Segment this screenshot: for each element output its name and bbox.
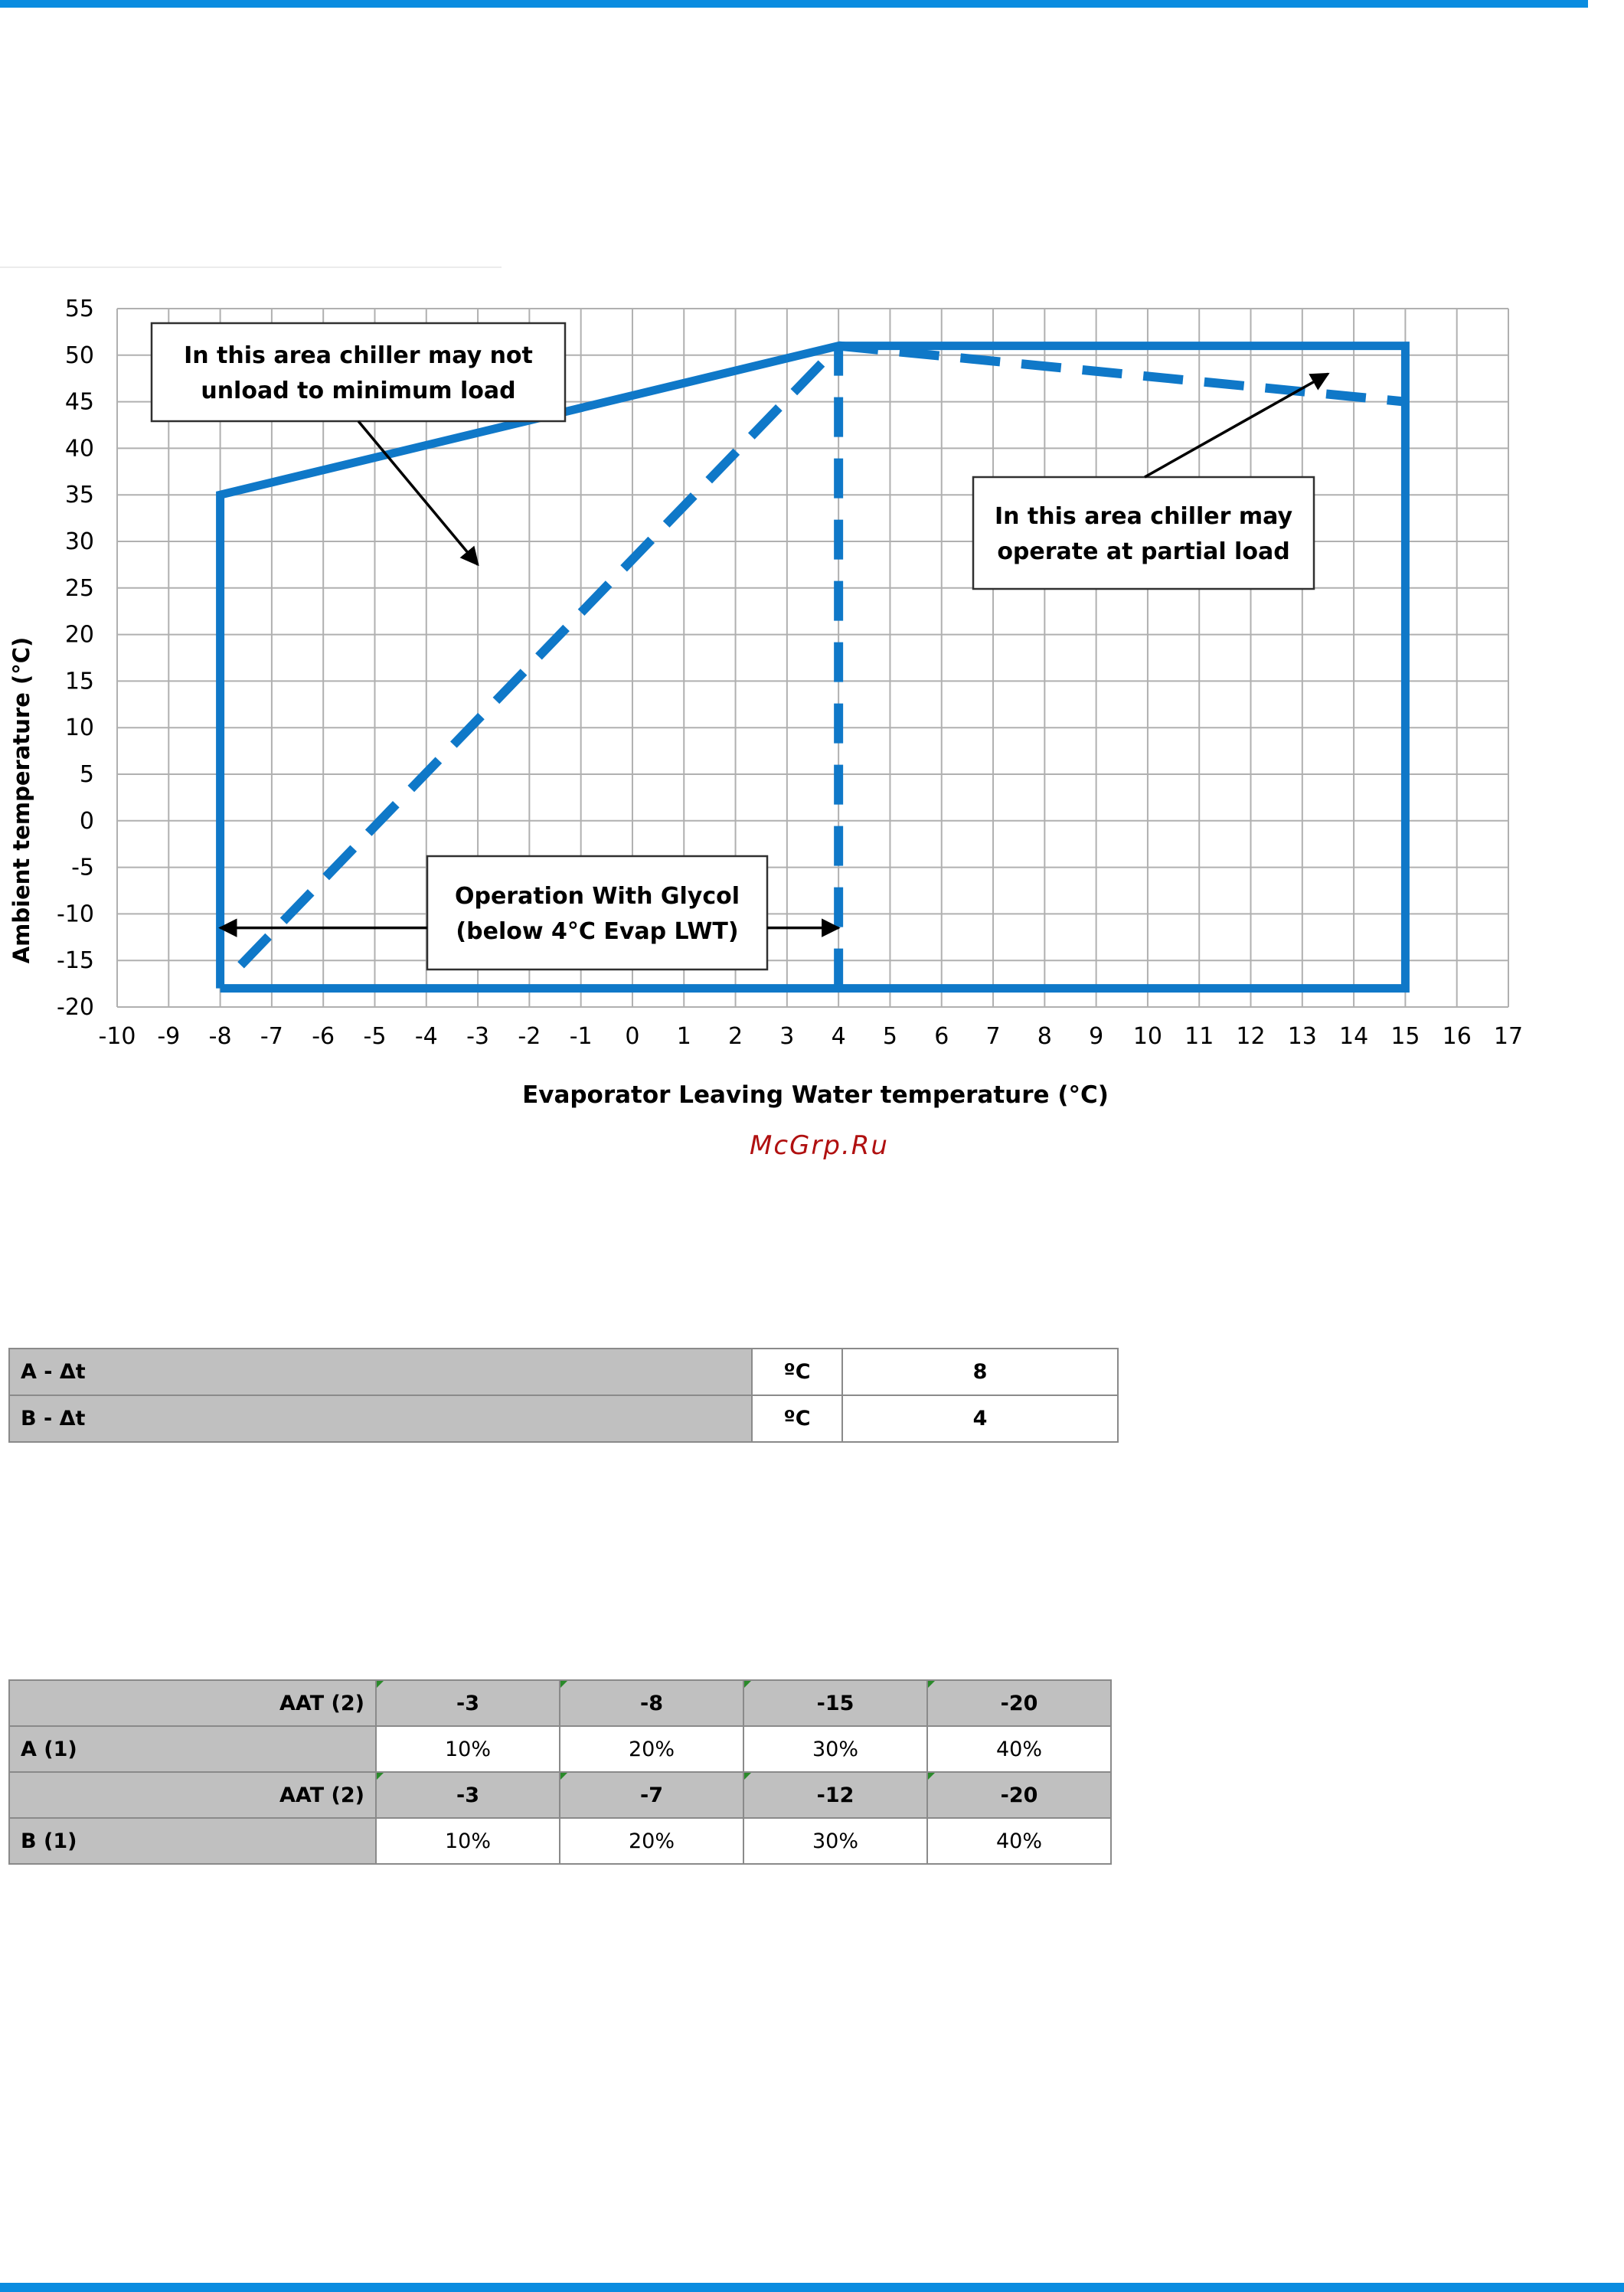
table-cell: 10%	[376, 1726, 560, 1772]
cell-marker	[928, 1773, 935, 1780]
table-cell: 10%	[376, 1818, 560, 1864]
x-tick-label: 7	[985, 1023, 1001, 1050]
table-cell: 20%	[560, 1726, 743, 1772]
y-tick-label: 30	[64, 528, 94, 555]
x-tick-label: 10	[1132, 1023, 1163, 1050]
table-row	[9, 1395, 1118, 1442]
y-tick-label: -20	[57, 994, 94, 1021]
cell-value: -8	[640, 1691, 663, 1715]
y-tick-label: 35	[64, 482, 94, 509]
row-label: A (1)	[9, 1726, 376, 1772]
table-row	[9, 1772, 1111, 1818]
table-cell	[927, 1680, 1111, 1726]
annotation-text: (below 4°C Evap LWT)	[456, 918, 739, 945]
x-tick-label: -7	[260, 1023, 283, 1050]
table-cell: 20%	[560, 1818, 743, 1864]
x-tick-label: -9	[157, 1023, 181, 1050]
table-cell	[560, 1772, 743, 1818]
x-tick-label: -6	[312, 1023, 335, 1050]
cell-marker	[744, 1681, 751, 1688]
cell-value: -20	[1000, 1691, 1038, 1715]
cell-value: -3	[456, 1691, 479, 1715]
table-cell: 30%	[743, 1818, 927, 1864]
y-tick-label: 10	[64, 714, 94, 742]
y-tick-label: 5	[79, 761, 94, 788]
header-rule	[0, 266, 502, 268]
delta-t-table	[8, 1348, 1119, 1443]
x-tick-label: 5	[882, 1023, 897, 1050]
table-row	[9, 1818, 1111, 1864]
y-tick-label: 40	[64, 435, 94, 463]
table-cell: 40%	[927, 1818, 1111, 1864]
annotation-box	[152, 323, 565, 421]
y-tick-label: 55	[64, 296, 94, 322]
y-axis-label: Ambient temperature (°C)	[8, 636, 34, 964]
row-label: B - Δt	[9, 1395, 752, 1442]
table-cell	[927, 1772, 1111, 1818]
x-axis-label: Evaporator Leaving Water temperature (°C)	[522, 1081, 1109, 1109]
x-tick-label: 8	[1037, 1023, 1052, 1050]
x-tick-label: -10	[98, 1023, 136, 1050]
x-tick-label: 16	[1442, 1023, 1472, 1050]
cell-marker	[744, 1773, 751, 1780]
annotation-text: In this area chiller may not	[184, 342, 533, 369]
cell-marker	[560, 1773, 567, 1780]
x-tick-label: 0	[625, 1023, 640, 1050]
envelope-line	[221, 346, 1406, 989]
x-tick-label: -3	[466, 1023, 490, 1050]
x-tick-label: 14	[1339, 1023, 1369, 1050]
cell-value: -15	[816, 1691, 854, 1715]
unit-cell: ºC	[752, 1395, 842, 1442]
y-tick-label: -10	[57, 901, 94, 928]
annotation-box	[427, 856, 767, 969]
x-tick-label: 12	[1236, 1023, 1266, 1050]
cell-marker	[560, 1681, 567, 1688]
bottom-accent-bar	[0, 2283, 1624, 2292]
x-tick-label: 1	[676, 1023, 691, 1050]
table-row	[9, 1726, 1111, 1772]
cell-marker	[928, 1681, 935, 1688]
row-label: AAT (2)	[9, 1772, 376, 1818]
x-tick-label: -4	[414, 1023, 438, 1050]
table-cell	[376, 1680, 560, 1726]
cell-marker	[377, 1773, 384, 1780]
watermark: McGrp.Ru	[750, 1130, 889, 1161]
x-tick-label: 4	[831, 1023, 846, 1050]
unit-cell: ºC	[752, 1349, 842, 1395]
value-cell: 8	[842, 1349, 1118, 1395]
table-cell	[560, 1680, 743, 1726]
x-tick-label: -1	[569, 1023, 593, 1050]
y-tick-label: -15	[57, 947, 94, 975]
value-cell: 4	[842, 1395, 1118, 1442]
cell-value: -7	[640, 1783, 663, 1807]
row-label: A - Δt	[9, 1349, 752, 1395]
y-tick-label: -5	[71, 854, 94, 881]
annotation-text: Operation With Glycol	[454, 883, 740, 910]
x-tick-label: 3	[779, 1023, 795, 1050]
y-tick-label: 15	[64, 668, 94, 695]
annotation-text: In this area chiller may	[994, 503, 1293, 530]
y-tick-label: 50	[64, 342, 94, 369]
x-tick-label: -2	[518, 1023, 541, 1050]
table-cell: 30%	[743, 1726, 927, 1772]
row-label: AAT (2)	[9, 1680, 376, 1726]
table-cell: 40%	[927, 1726, 1111, 1772]
cell-value: -20	[1000, 1783, 1038, 1807]
dashed-limit-line	[838, 346, 1405, 402]
table-cell	[743, 1772, 927, 1818]
table-cell	[376, 1772, 560, 1818]
operating-envelope-chart	[0, 276, 1624, 1126]
x-tick-label: -5	[363, 1023, 387, 1050]
y-tick-label: 20	[64, 621, 94, 649]
table-row	[9, 1680, 1111, 1726]
y-tick-label: 0	[79, 807, 94, 835]
x-tick-label: 15	[1390, 1023, 1420, 1050]
table-cell	[743, 1680, 927, 1726]
x-tick-label: -8	[208, 1023, 232, 1050]
annotation-arrow	[358, 421, 478, 564]
x-tick-label: 9	[1089, 1023, 1104, 1050]
x-tick-label: 13	[1287, 1023, 1317, 1050]
top-accent-bar	[0, 0, 1588, 8]
x-tick-label: 17	[1493, 1023, 1524, 1050]
annotation-text: unload to minimum load	[201, 378, 516, 404]
annotation-box	[973, 477, 1314, 589]
row-label: B (1)	[9, 1818, 376, 1864]
y-tick-label: 25	[64, 574, 94, 602]
cell-value: -3	[456, 1783, 479, 1807]
x-tick-label: 6	[934, 1023, 949, 1050]
x-tick-label: 11	[1185, 1023, 1214, 1050]
aat-table	[8, 1679, 1112, 1865]
cell-marker	[377, 1681, 384, 1688]
x-tick-label: 2	[728, 1023, 743, 1050]
cell-value: -12	[816, 1783, 854, 1807]
y-tick-label: 45	[64, 388, 94, 416]
table-row	[9, 1349, 1118, 1395]
annotation-text: operate at partial load	[997, 538, 1290, 565]
